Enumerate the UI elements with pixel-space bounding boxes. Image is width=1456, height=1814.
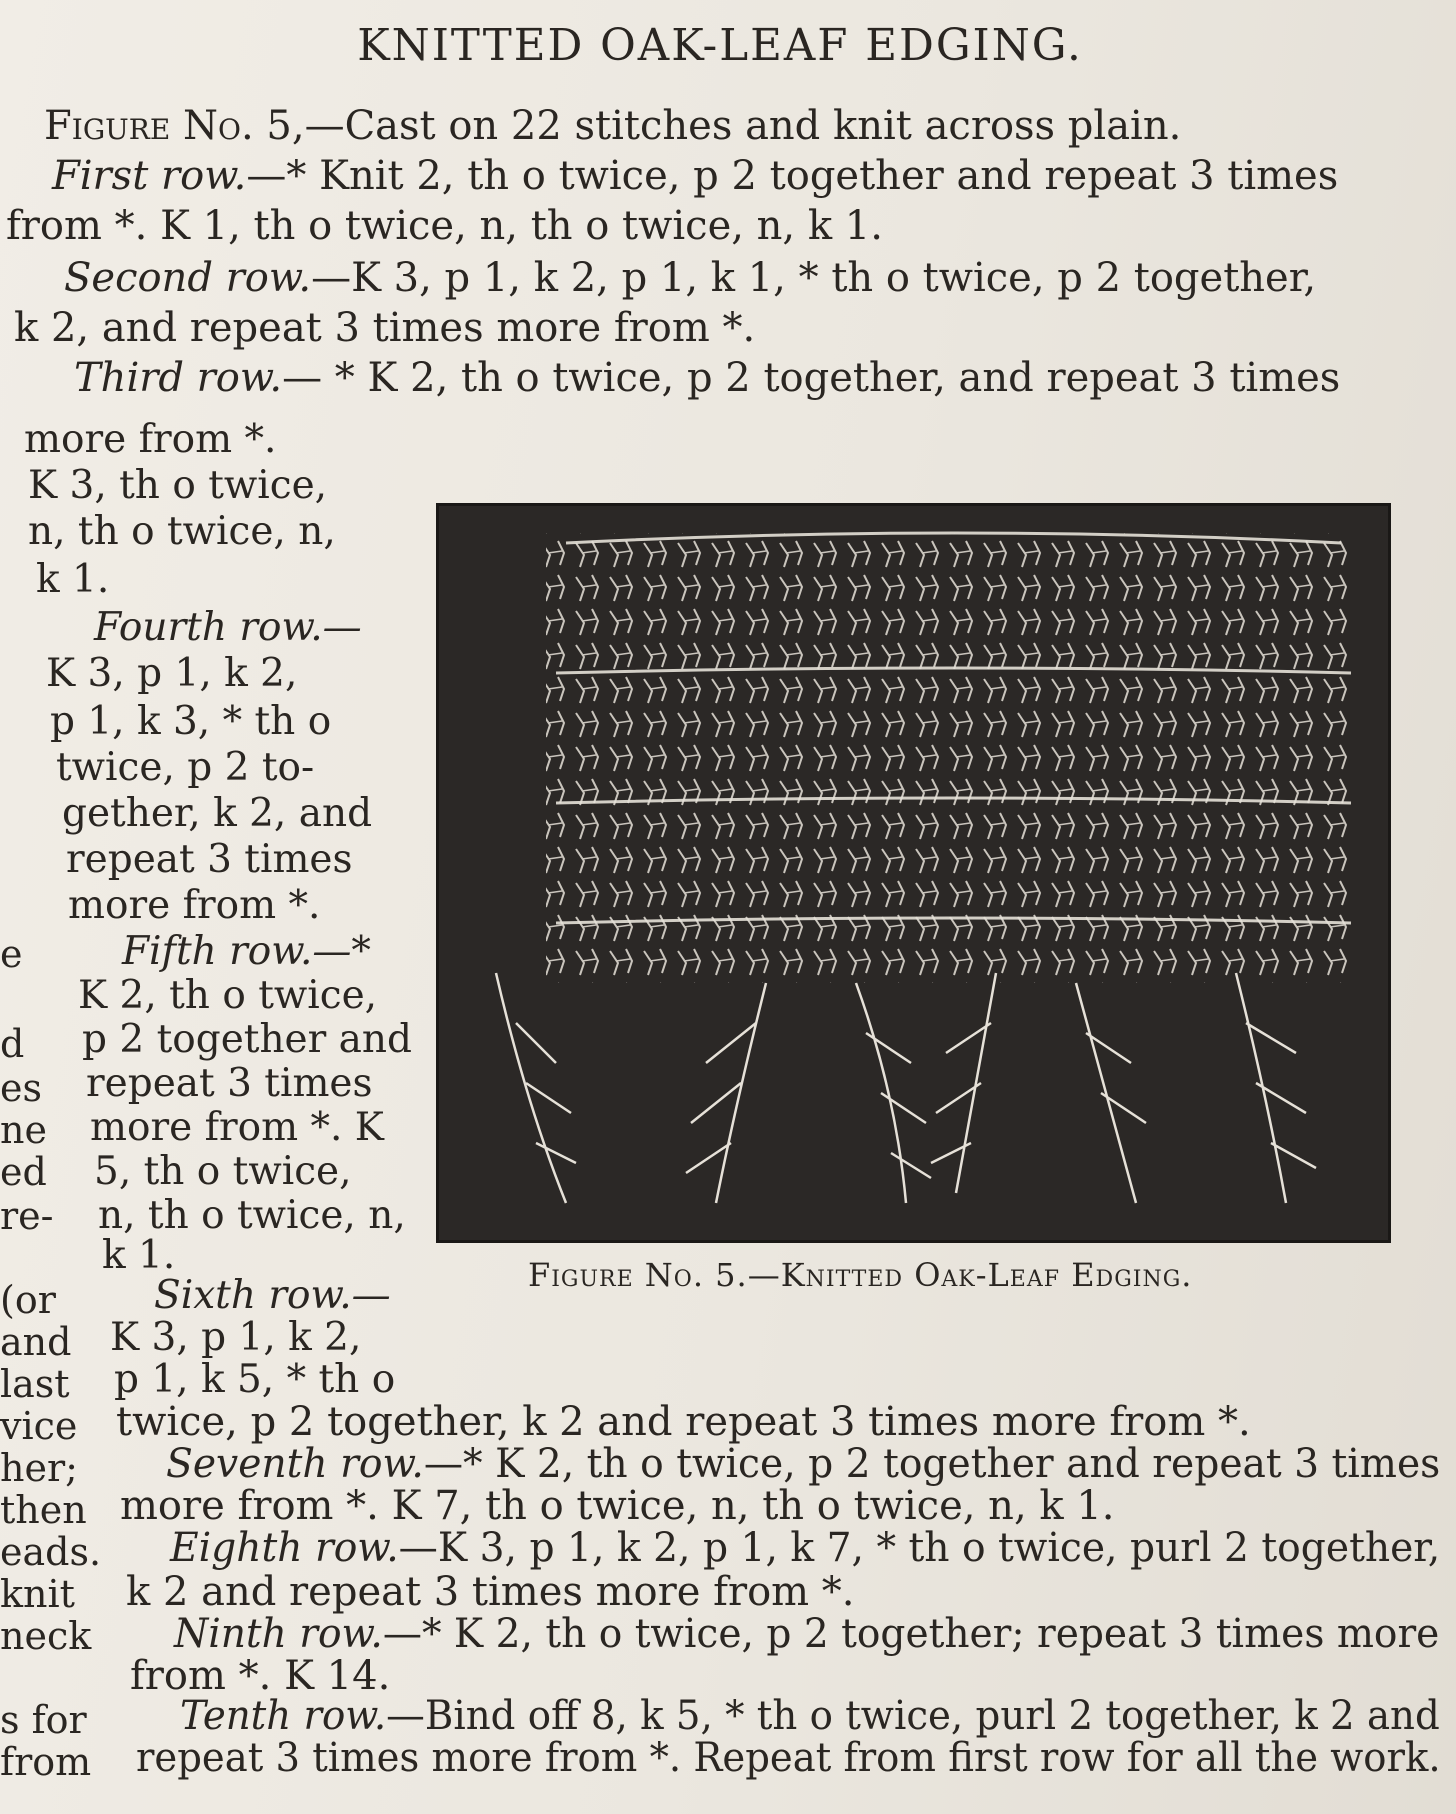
lace-illustration (436, 503, 1391, 1243)
tenth-row-line (180, 1692, 1440, 1740)
ninth-row-line (174, 1610, 1439, 1658)
ninth-row-continuation: from *. K 14. (130, 1653, 391, 1699)
left-line: k 1. (36, 557, 110, 602)
eighth-row-continuation: k 2 and repeat 3 times more from *. (126, 1569, 855, 1615)
intro-rest: —Cast on 22 stitches and knit across plain. (304, 103, 1182, 149)
left-line: repeat 3 times (86, 1061, 373, 1106)
margin-fragment: from (0, 1740, 92, 1784)
intro-lead: Figure No. 5, (44, 103, 305, 149)
left-line: repeat 3 times (66, 837, 353, 882)
first-row-line (52, 152, 1338, 200)
page-title: KNITTED OAK-LEAF EDGING. (357, 20, 1083, 71)
tenth-row-continuation: repeat 3 times more from *. Repeat from first row for all the work. (136, 1735, 1441, 1781)
left-line: k 1. (102, 1233, 176, 1278)
fourth-row-label: Fourth row.— (94, 605, 362, 650)
left-line: p 1, k 5, * th o (114, 1357, 396, 1402)
fifth-row-label: Fifth row.—* (122, 929, 371, 974)
left-line: more from *. K (90, 1105, 384, 1150)
left-line: p 1, k 3, * th o (50, 699, 332, 744)
seventh-row-label: Seventh row. (166, 1441, 424, 1487)
second-row-continuation: k 2, and repeat 3 times more from *. (14, 305, 756, 351)
left-line: more from *. (68, 883, 321, 928)
seventh-row-continuation: more from *. K 7, th o twice, n, th o twice, n, k 1. (120, 1483, 1115, 1529)
tenth-row-label: Tenth row. (180, 1693, 387, 1739)
left-line: K 3, p 1, k 2, (46, 651, 298, 696)
seventh-row-line (166, 1440, 1440, 1488)
margin-fragment: re- (0, 1194, 54, 1238)
left-line: twice, p 2 to- (56, 745, 315, 790)
margin-fragment: last (0, 1362, 70, 1406)
intro-line (44, 102, 1181, 150)
eighth-row-label: Eighth row. (170, 1525, 399, 1571)
left-line: K 2, th o twice, (78, 973, 378, 1018)
first-row-text: —* Knit 2, th o twice, p 2 together and repeat 3 times (246, 153, 1339, 199)
margin-fragment: s for (0, 1698, 87, 1742)
sixth-row-continuation: twice, p 2 together, k 2 and repeat 3 times more from *. (116, 1399, 1251, 1445)
second-row-text: —K 3, p 1, k 2, p 1, k 1, * th o twice, p 2 together, (311, 255, 1317, 301)
margin-fragment: (or (0, 1278, 56, 1322)
sixth-row-label: Sixth row.— (154, 1273, 391, 1318)
left-line: K 3, th o twice, (28, 463, 328, 508)
margin-fragment: eads. (0, 1530, 102, 1574)
first-row-label: First row. (52, 153, 247, 199)
third-row-line (74, 354, 1340, 402)
margin-fragment: ne (0, 1108, 47, 1152)
knitted-lace-photo (436, 503, 1391, 1243)
second-row-line (64, 254, 1316, 302)
margin-fragment: es (0, 1066, 42, 1110)
second-row-label: Second row. (64, 255, 312, 301)
figure-caption: Figure No. 5.—Knitted Oak-Leaf Edging. (528, 1256, 1193, 1294)
eighth-row-text: —K 3, p 1, k 2, p 1, k 7, * th o twice, purl 2 together, (398, 1525, 1441, 1571)
left-line: 5, th o twice, (94, 1149, 352, 1194)
third-row-label: Third row. (74, 355, 283, 401)
left-line: n, th o twice, n, (98, 1193, 406, 1238)
eighth-row-line (170, 1524, 1440, 1572)
first-row-continuation: from *. K 1, th o twice, n, th o twice, n, k 1. (6, 203, 883, 249)
margin-fragment: knit (0, 1572, 75, 1616)
seventh-row-text: —* K 2, th o twice, p 2 together and repeat 3 times (423, 1441, 1441, 1487)
margin-fragment: d (0, 1022, 25, 1066)
margin-fragment: vice (0, 1404, 78, 1448)
left-line: K 3, p 1, k 2, (110, 1315, 362, 1360)
margin-fragment: ed (0, 1150, 47, 1194)
margin-fragment: then (0, 1488, 87, 1532)
margin-fragment: her; (0, 1446, 78, 1490)
margin-fragment: neck (0, 1614, 92, 1658)
ninth-row-text: —* K 2, th o twice, p 2 together; repeat 3 times more (382, 1611, 1440, 1657)
third-row-text: — * K 2, th o twice, p 2 together, and repeat 3 times (282, 355, 1341, 401)
margin-fragment: e (0, 932, 23, 976)
left-line: p 2 together and (82, 1017, 413, 1062)
left-line: n, th o twice, n, (28, 509, 336, 554)
margin-fragment: and (0, 1320, 72, 1364)
left-line: more from *. (24, 417, 277, 462)
tenth-row-text: —Bind off 8, k 5, * th o twice, purl 2 together, k 2 and (386, 1693, 1440, 1739)
left-line: gether, k 2, and (62, 791, 373, 836)
ninth-row-label: Ninth row. (174, 1611, 383, 1657)
